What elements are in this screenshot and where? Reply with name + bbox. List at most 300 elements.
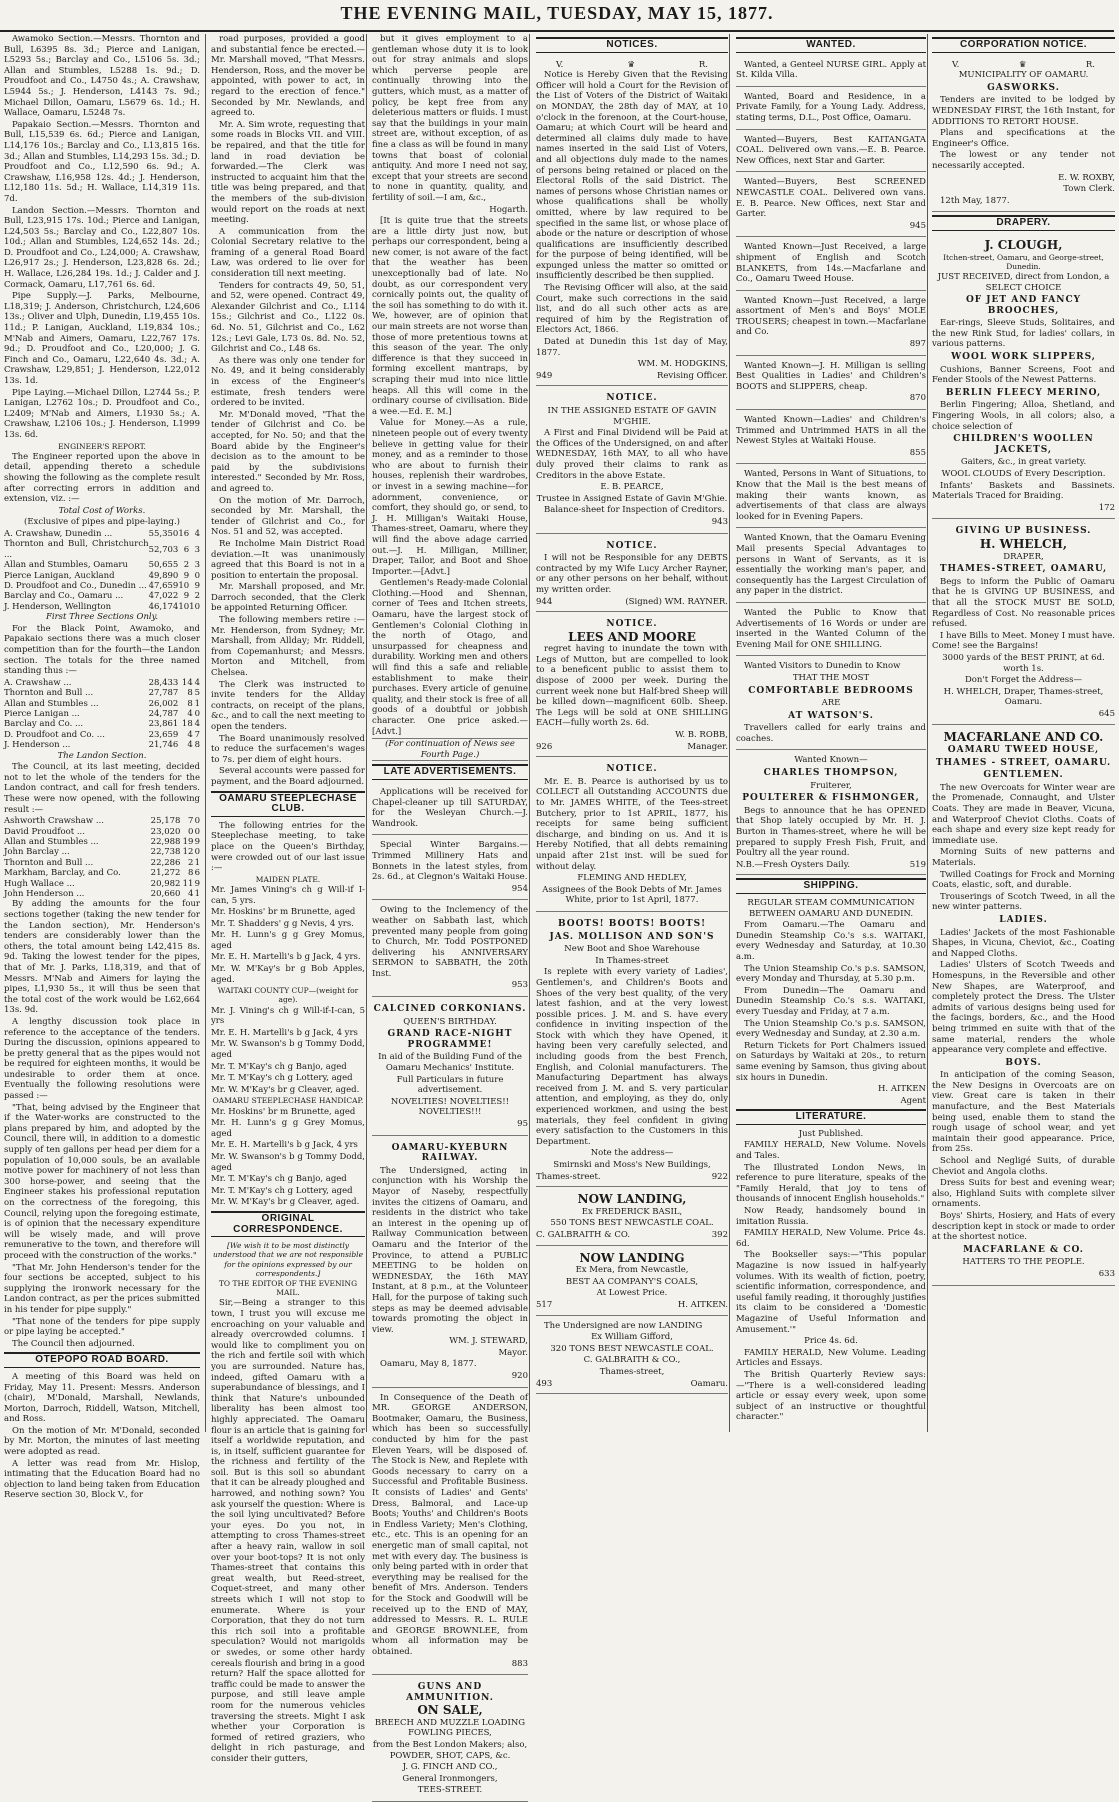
ad-title: BOOTS! BOOTS! BOOTS! xyxy=(557,918,707,929)
section-heading: CORPORATION NOTICE. xyxy=(932,37,1115,53)
signature: J. G. FINCH AND CO., xyxy=(402,1762,498,1773)
ad-text: The lowest or any tender not necessarily accepted. xyxy=(932,150,1115,171)
advertisement xyxy=(736,174,926,237)
paragraph: Pipe Supply.—J. Parks, Melbourne, L18,319; J. Anderson, Christchurch, L24,606 13s.; Oliver and Ulph, Dunedin, L19,455 10s. 11d.; P. Lanigan, Auckland, L19,834 10s.; M'Nab and Aimers, Oamaru, L22,767 17s. 9d.; D. Proudfoot and Co., L20,000; J. G. Finch and Co., Oamaru, L22,640 4s. 3d.; A. Crawshaw, L29,851; J. Henderson, L22,012 13s. 1d. xyxy=(4,291,200,386)
crown-icon: ♛ xyxy=(1018,59,1027,70)
ad-number: 519 xyxy=(909,859,926,870)
table-cell-name: Pierce Lanigan ... xyxy=(4,708,80,719)
ad-text: Oamaru. xyxy=(690,1378,728,1389)
table-cell-amount: 16 xyxy=(178,528,190,539)
advertisement xyxy=(536,1318,728,1395)
paragraph: road purposes, provided a good and substantial fence be erected.—Mr. Marshall moved, "That Messrs. Henderson, Ross, and the mover be appointed, with power to act, in regard to the erection of fence." Seconded by Mr. Newlands, and agreed to. xyxy=(211,34,366,119)
ad-title: NOW LANDING, xyxy=(577,1192,687,1207)
ad-text: The Union Steamship Co.'s p.s. SAMSON, every Monday and Thursday, at 5.30 p.m. xyxy=(736,963,926,985)
ad-text: regret having to inundate the town with Legs of Mutton, but are compelled to look to a beneficent public to assist them to dispose of 2000 per week. During the current week none but Half-bred Sheep will be killed down—magnificent 60lb. Sheep. The Legs will be sold at ONE SHILLING EACH—fully worth 2s. 6d. xyxy=(536,644,728,729)
table-cell-amount: 6 xyxy=(194,868,200,879)
ad-text: BEST AA COMPANY'S COALS, xyxy=(565,1276,699,1287)
table-cell-amount: 9 xyxy=(183,591,190,602)
tender-table-1 xyxy=(4,529,200,612)
table-cell-name: D. Proudfoot and Co. ... xyxy=(4,729,105,740)
ad-text: Wanted Known—J. H. Milligan is selling Best Qualities in Ladies' and Children's BOOTS and SLIPPERS, cheap. xyxy=(736,360,926,392)
ad-number: 855 xyxy=(909,447,926,458)
table-cell-name: Thornton and Bull ... xyxy=(4,857,94,868)
editorial-note: [We wish it to be most distinctly understood that we are not responsible for the opinions expressed by our correspondents.] xyxy=(212,1241,364,1278)
signature: Trustee in Assigned Estate of Gavin M'Ghie. xyxy=(536,493,728,504)
advertisement xyxy=(372,902,528,997)
ad-text: Applications will be received for Chapel-cleaner up till SATURDAY, for the Wesleyan Church.—J. Wandrook. xyxy=(372,786,528,829)
table-cell-amount: 7 xyxy=(194,729,200,740)
signature: Town Clerk. xyxy=(1063,184,1115,195)
ad-text: A First and Final Dividend will be Paid at the Offices of the Undersigned, on and after WEDNESDAY, 16th MAY, to all who have duly proved their claims to rank as Creditors in the above Estate. xyxy=(536,428,728,481)
ad-number: 645 xyxy=(1098,708,1115,719)
ad-text: In anticipation of the coming Season, the New Designs in Overcoats are on view. Great care is taken in their manufacture, and the Best Materials being used, enable them to stand the rough usage of school wear, and yet maintain their good appearance. Price, from 25s. xyxy=(932,1070,1115,1155)
entry-list xyxy=(211,1107,365,1208)
table-row xyxy=(4,539,200,560)
paragraph: Landon Section.—Messrs. Thornton and Bull, L23,915 17s. 10d.; Pierce and Lanigan, L24,503 5s.; Barclay and Co., L22,807 10s. 10d.; Allan and Stumbles, L24,652 14s. 2d.; D. Proudfoot and Co., L24,000; A. Crawshaw, L26,917 2s.; J. Henderson, L23,828 6s. 2d.; H. Wallace, L26,284 19s. 1d.; J. Calder and J. Cormack, Oamaru, L17,761 6s. 6d. xyxy=(4,205,200,290)
vr-emblem xyxy=(932,60,1115,71)
table-cell-amount: 28,433 xyxy=(148,677,179,688)
list-item: Mr. Hoskins' br m Brunette, aged xyxy=(211,907,356,918)
entry-list xyxy=(211,1006,365,1096)
advertisement xyxy=(736,57,926,87)
table-cell-amount: 9 xyxy=(194,580,200,591)
paragraph: "That none of the tenders for pipe supply or pipe laying be accepted." xyxy=(4,1316,200,1338)
paragraph: The Board unanimously resolved to reduce the surfacemen's wages to 7s. per diem of eight hours. xyxy=(211,733,365,765)
table-cell-amount: 22,286 xyxy=(150,857,181,868)
ad-number: 392 xyxy=(711,1229,728,1240)
table-cell-name: Thornton and Bull ... xyxy=(4,688,94,699)
ad-title: MACFARLANE & CO. xyxy=(963,1244,1084,1255)
tender-table-3 xyxy=(4,816,200,899)
ad-title: NOTICE. xyxy=(606,619,658,630)
ad-title: H. WHELCH, xyxy=(979,536,1068,551)
section-heading: NOTICES. xyxy=(536,37,728,53)
ad-text: Don't Forget the Address— xyxy=(964,675,1083,686)
section-heading: DRAPERY. xyxy=(932,215,1115,231)
ad-number: 953 xyxy=(511,980,528,991)
ad-text: In aid of the Building Fund of the Oamaru Mechanics' Institute. xyxy=(378,1052,522,1074)
paragraph: A communication from the Colonial Secretary relative to the framing of a general Road Board Law, was ordered to lie over for consideration till next meeting. xyxy=(211,226,365,280)
vr-letter: V. xyxy=(556,59,564,70)
ad-text: 3000 yards of the BEST PRINT, at 6d. worth 1s. xyxy=(942,652,1105,674)
ad-text: Price 4s. 6d. xyxy=(804,1336,858,1347)
ad-text: From Oamaru.—The Oamaru and Dunedin Steamship Co.'s s.s. WAITAKI, every Wednesday and Saturday, at 10.30 a.m. xyxy=(736,920,926,962)
ad-text: The Undersigned are now LANDING xyxy=(544,1320,703,1331)
ad-title: NOTICE. xyxy=(606,393,658,404)
ad-text: Infants' Baskets and Bassinets. Materials Traced for Braiding. xyxy=(932,480,1115,502)
table-cell-amount: 21,272 xyxy=(150,868,181,879)
list-item: Mr. H. Lunn's g g Grey Momus, aged xyxy=(211,930,365,951)
ad-number: 517 xyxy=(536,1299,553,1310)
subheading: Total Cost of Works. xyxy=(58,505,146,516)
table-cell-amount: 14 xyxy=(181,677,193,688)
advertisement xyxy=(536,388,728,533)
ad-title: NOTICE. xyxy=(606,764,658,775)
section-heading: ORIGINAL CORRESPONDENCE. xyxy=(211,1211,365,1237)
signature: FLEMING AND HEDLEY, xyxy=(577,873,687,884)
ad-text: Notice is Hereby Given that the Revising Officer will hold a Court for the Revision of the List of Voters of the District of Waitaki on MONDAY, the 28th day of MAY, at 10 o'clock in the forenoon, at the Court-house, Oamaru; at which Court will be heard and determined all claims duly made to have names inserted in the said List of Voters, and all objections duly made to the names of persons being retained or placed on the Electoral Rolls of the said District. The names of persons whose Christian names or whose qualifications shall be wholly omitted, where by law required to be specified in the same list, or whose place of abode or the nature or description of whose qualifications are insufficiently described for the purpose of being identified, will be expunged unless the matter so omitted or insufficiently described be then supplied. xyxy=(536,70,728,282)
ad-text: The Bookseller says:—"This popular Magazine is now issued in half-yearly volumes. With its wealth of fiction, poetry, scientific information, correspondence, and useful family reading, it thoroughly justifies its claim to be considered a 'Domestic Magazine of Useful Information and Amusement.'" xyxy=(736,1250,926,1335)
paragraph: Pipe Laying.—Michael Dillon, L2744 5s.; P. Lanigan, L2762 10s.; D. Proudfoot and Co., L2409; M'Nab and Aimers, L1930 5s.; A. Crawshaw, L2106 10s.; J. Henderson, L1999 13s. 6d. xyxy=(4,387,200,440)
column-3 xyxy=(366,34,533,1796)
ad-text: HATTERS TO THE PEOPLE. xyxy=(962,1257,1085,1268)
ad-number: 922 xyxy=(711,1171,728,1182)
ad-text: Wanted, Board and Residence, in a Private Family, for a Young Lady. Address, stating terms, D.L., Post Office, Oamaru. xyxy=(736,91,926,123)
column-1 xyxy=(0,34,204,1501)
ad-text: Wanted—Buyers, Best KAITANGATA COAL. Delivered own vans.—E. B. Pearce. New Offices, next Star and Garter. xyxy=(736,134,926,166)
table-cell-name: Allan and Stumbles ... xyxy=(4,836,99,847)
table-row xyxy=(4,581,200,591)
ad-text: Mr. E. B. Pearce is authorised by us to COLLECT all Outstanding ACCOUNTS due to Mr. JAMES WHITE, of the Tees-street Butchery, prior to 1st APRIL, 1877, his receipts for same being sufficient discharge, and binding on us. And it is Hereby Notified, that all debts remaining unpaid after 21st inst. will be sued for without delay. xyxy=(536,776,728,872)
table-cell-amount: 20,660 xyxy=(150,888,181,899)
ad-title: GIVING UP BUSINESS. xyxy=(955,526,1092,537)
table-cell-amount: 21,746 xyxy=(148,740,179,751)
ad-text: At Lowest Price. xyxy=(596,1288,668,1299)
subheading: First Three Sections Only. xyxy=(45,612,159,623)
paragraph: Tenders for contracts 49, 50, 51, and 52, were opened. Contract 49, Alexander Gilchrist and Co., L114 15s.; Gilchrist and Co., L122 0s. 6d. No. 51, Gilchrist and Co., L62 12s.; Levi Gale, L73 0s. 8d. No. 52, Gilchrist and Co., L48 6s. xyxy=(211,280,365,355)
paragraph: The Clerk was instructed to invite tenders for the Allday contracts, on receipt of the plans, &c., and to call the next meeting to open the tenders. xyxy=(211,679,365,732)
ad-title: BOYS. xyxy=(1005,1057,1042,1068)
table-cell-amount: 20,982 xyxy=(150,878,181,889)
ad-text: The Revising Officer will also, at the said Court, make such corrections in the said list, and do all such other acts as are required of him by the Registration of Electors Act, 1866. xyxy=(536,283,728,336)
ad-text: Is replete with every variety of Ladies', Gentlemen's, and Children's Boots and Shoes of the very best quality, of the very latest fashion, and at the very lowest possible prices. J. M. and S. have every confidence in inviting inspection of the Stock with which they have Opened, it having been very carefully selected, and including goods from the best French, English, and Colonial manufacturers. The Manufacturing Department has always received from J. M. and S. very particular attention, and employing, as they do, only experienced workmen, and using the best materials, they feel confident in giving every satisfaction to the Customers in this Department. xyxy=(536,967,728,1147)
ad-number: 883 xyxy=(511,1658,528,1669)
table-row xyxy=(4,730,200,740)
ad-text: Owing to the Inclemency of the weather on Sabbath last, which prevented many people from going to Church, Mr. Todd POSTPONED delivering his ANNIVERSARY SERMON to SABBATH, the 20th Inst. xyxy=(372,905,528,979)
table-cell-amount: 2 xyxy=(188,857,194,868)
paragraph: "That Mr. John Henderson's tender for the four sections be accepted, subject to his supplying the ironwork necessary for the Landon contract, as per the prices submitted in his tender for pipe supply." xyxy=(4,1262,200,1315)
paragraph: For the Black Point, Awamoko, and Papakaio sections there was a much closer competition than for the fourth—the Landon section. The totals for the three named standing thus :— xyxy=(4,623,200,677)
signature: General Ironmongers, xyxy=(402,1773,498,1784)
advertisement xyxy=(736,466,926,528)
signature: (Signed) WM. RAYNER. xyxy=(625,596,728,607)
ad-text: I have Bills to Meet. Money I must have. Come! see the Bargains! xyxy=(932,630,1115,652)
ad-text: THAT THE MOST xyxy=(792,672,870,683)
table-cell-amount: 0 xyxy=(188,826,194,837)
table-row xyxy=(4,847,200,857)
table-cell-amount: 11 xyxy=(182,878,194,889)
ad-text: The Union Steamship Co.'s p.s. SAMSON, every Wednesday and Sunday, at 2.30 a.m. xyxy=(736,1018,926,1040)
table-row xyxy=(4,889,200,899)
table-cell-amount: 23,861 xyxy=(148,719,179,730)
ad-text: Ex Mera, from Newcastle, xyxy=(575,1265,689,1276)
table-cell-amount: 50,655 xyxy=(148,560,179,571)
ad-title: OF JET AND FANCY BROOCHES, xyxy=(965,295,1082,316)
signature: Agent xyxy=(900,1095,926,1106)
column-2 xyxy=(205,34,370,1764)
ad-title: ON SALE, xyxy=(417,1703,483,1718)
paragraph: The following members retire :—Mr. Henderson, from Sydney; Mr. Marshall, from Allday; Mr. Riddell, from Copemanhurst; and Messrs. Morton and Mitchell, from Chelsea. xyxy=(211,615,365,679)
ad-title: LADIES. xyxy=(999,914,1048,925)
table-cell-amount: 3 xyxy=(194,560,200,571)
table-cell-amount: 2 xyxy=(183,560,190,571)
ad-text: REGULAR STEAM COMMUNICATION BETWEEN OAMARU AND DUNEDIN. xyxy=(747,898,915,919)
list-item: Mr. T. M'Kay's ch g Banjo, aged xyxy=(211,1174,347,1185)
table-cell-amount: 7 xyxy=(188,816,194,827)
list-item: Mr. James Vining's ch g Will-if I-can, 5 yrs. xyxy=(211,884,365,906)
vr-emblem xyxy=(536,60,728,71)
ad-title: THAMES - STREET, OAMARU. xyxy=(935,757,1112,768)
ad-title: GENTLEMEN. xyxy=(983,770,1064,781)
paragraph: [It is quite true that the streets are a little dirty just now, but perhaps our correspondent, being a new comer, is not aware of the fact that the weather has been unexceptionally bad of late. No doubt, as our correspondent very cornically points out, the quality of the soil has something to do with it. We, however, are of opinion that our main streets are not worse than those of more pretentious towns at this season of the year. The only difference is that they succeed in forming excellent mantraps, by scraping their mud into nice little heaps. All this will come in the ordinary course of civilisation. Bide a wee.—Ed. E. M.] xyxy=(372,216,528,417)
signature: H. AITKEN xyxy=(878,1084,926,1095)
ad-text: Oamaru, May 8, 1877. xyxy=(380,1359,477,1370)
paragraph: Papakaio Section.—Messrs. Thornton and Bull, L15,539 6s. 6d.; Pierce and Lanigan, L14,176 10s.; Barclay and Co., L13,815 16s. 3d.; Allan and Stumbles, L14,293 15s. 3d.; D. Proudfoot and Co., L12,590 6s. 9d.; A. Crawshaw, L16,958 12s. 4d.; J. Henderson, L12,180 11s. 5d.; H. Wallace, L14,319 11s. 7d. xyxy=(4,119,200,204)
table-cell-name: John Barclay ... xyxy=(4,847,70,858)
advertisement xyxy=(736,293,926,356)
ad-text: Thames-street, xyxy=(599,1366,665,1377)
ad-title: POULTERER & FISHMONGER, xyxy=(742,793,920,804)
ad-text: N.B.—Fresh Oysters Daily. xyxy=(736,859,850,870)
ad-text: Balance-sheet for Inspection of Creditors. xyxy=(544,505,725,516)
table-row xyxy=(4,879,200,889)
table-cell-name: A. Crawshaw ... xyxy=(4,677,72,688)
advertisement xyxy=(736,89,926,130)
paragraph: Mr. A. Sim wrote, requesting that some roads in Blocks VII. and VIII. be repaired, and that the title for land in road deviation be forwarded.—The Clerk was instructed to acquaint him that the title was being prepared, and that the members of the sub-division would report on the roads at next meeting. xyxy=(211,119,365,226)
ad-text: Full Particulars in future advertisement. xyxy=(396,1074,504,1096)
ad-title: AT WATSON'S. xyxy=(788,710,874,721)
table-row xyxy=(4,699,200,709)
table-cell-name: Pierce Lanigan, Auckland xyxy=(4,570,115,581)
ad-text: Just Published. xyxy=(798,1128,864,1139)
entry-list xyxy=(211,885,365,985)
signature: Hogarth. xyxy=(489,204,528,215)
list-item: Mr. Hoskins' br m Brunette, aged xyxy=(211,1106,356,1117)
list-item: Mr. T. M'Kay's ch g Banjo, aged xyxy=(211,1061,347,1072)
signature: H. AITKEN. xyxy=(677,1299,728,1310)
table-cell-amount: 8 xyxy=(187,698,193,709)
ad-text: The new Overcoats for Winter wear are the Promenade, Connaught, and Ulster Coats. They are made in Beaver, Vicuna, and Waterproof Cheviot Cloths. Coats of each shape and every size kept ready for immediate use. xyxy=(932,782,1115,846)
subheading: The Landon Section. xyxy=(57,750,147,761)
ad-text: I will not be Responsible for any DEBTS contracted by my Wife Lucy Archer Rayner, or any other persons on her behalf, without my written order. xyxy=(536,553,728,595)
ad-text: H. WHELCH, Draper, Thames-street, Oamaru. xyxy=(943,686,1104,708)
paragraph: but it gives employment to a gentleman whose duty it is to look out for stray animals and slops which perverse people are continually throwing into the gutters, which must, as a matter of policy, be kept free from any deleterious matters or fluids. I must say that the buildings in your main street are, without exception, of as fine a class as will be found in many towns that boast of colonial antiquity. And more I need not say, except that your streets are second to none in quantity, quality, and fertility of soil.—I am, &c., xyxy=(372,34,528,203)
ad-number: 920 xyxy=(511,1371,528,1382)
list-item: Mr. J. Vining's ch g Will-if-I-can, 5 yrs xyxy=(211,1005,365,1027)
table-row xyxy=(4,678,200,688)
ad-text: Ex William Gifford, xyxy=(591,1332,673,1343)
ad-title: JAS. MOLLISON AND SON'S xyxy=(549,931,715,942)
ad-text: QUEEN'S BIRTHDAY. xyxy=(403,1016,497,1027)
column-6 xyxy=(927,34,1119,1432)
ad-text: Morning Suits of new patterns and Materials. xyxy=(932,847,1115,868)
ad-text: Wanted Known, that the Oamaru Evening Mail presents Special Advantages to persons in Want of Servants, as it is essentially the working man's paper, and consequently has the Largest Circulation of any paper in the district. xyxy=(736,533,926,597)
paragraph: Gentlemen's Ready-made Colonial Clothing.—Hood and Shennan, corner of Tees and Itchen streets, Oamaru, have the largest stock of Gentlemen's Colonial Clothing in the north of Otago, and unsurpassed for cheapness and durability. Working men and others will find this a safe and reliable establishment to make their purchases. Every article of genuine quality, and their stock is free of all goods of a doubtful or jobbish character. One price asked.—[Advt.] xyxy=(372,578,528,737)
table-cell-amount: 0 xyxy=(194,826,200,837)
ad-text: Travellers called for early trains and coaches. xyxy=(736,723,926,744)
table-cell-amount: 5 xyxy=(194,688,200,699)
ad-text: Smirnski and Moss's New Buildings, xyxy=(553,1160,711,1170)
vr-letter: R. xyxy=(1085,59,1095,70)
paragraph: Value for Money.—As a rule, nineteen people out of every twenty believe in getting value for their money, and as a reminder to those who are about to furnish their houses, replenish their wardrobes, or invest in a sewing machine—for adornment, convenience, or comfort, they should go, or send, to J. H. Milligan's Waitaki House, Thames-street, Oamaru, where they will find the above adage carried out.—J. H. Milligan, Milliner, Draper, Tailor, and Boot and Shoe Importer.—[Advt.] xyxy=(372,418,528,577)
ad-text: Cushions, Banner Screens, Foot and Fender Stools of the Newest Patterns. xyxy=(932,364,1115,386)
ad-number: 172 xyxy=(1098,502,1115,513)
ad-text: Special Winter Bargains.—Trimmed Millinery Hats and Bonnets in the latest styles, from 2s. 6d., at Clegnon's Waitaki House. xyxy=(372,840,528,883)
ad-text: The British Quarterly Review says:—"There is a well-considered leading article or essay every week, upon some subject of an instructive or thoughtful character." xyxy=(736,1369,926,1423)
ad-text: 550 TONS BEST NEWCASTLE COAL. xyxy=(550,1218,714,1229)
table-cell-amount: 1 xyxy=(194,857,200,868)
signature: E. B. PEARCE, xyxy=(600,482,664,493)
advertisement xyxy=(736,239,926,290)
list-item: Mr. E. H. Martelli's b g Jack, 4 yrs xyxy=(211,1027,358,1038)
ad-number: 95 xyxy=(517,1119,528,1129)
table-cell-amount: 47,022 xyxy=(148,591,179,602)
table-cell-amount: 4 xyxy=(187,708,193,719)
table-cell-amount: 26,002 xyxy=(148,698,179,709)
table-cell-name: John Henderson ... xyxy=(4,888,85,899)
table-cell-amount: 1 xyxy=(194,888,200,899)
table-cell-amount: 8 xyxy=(187,688,193,699)
ad-title: J. CLOUGH, xyxy=(984,237,1063,252)
ad-title: COMFORTABLE BEDROOMS xyxy=(748,685,914,696)
ad-text: Begs to announce that he has OPENED that Shop lately occupied by Mr. H. J. Burton in Thames-street, where he will be prepared to supply Fresh Fish, Fruit, and Poultry all the year round. xyxy=(736,805,926,859)
ad-text: Begs to inform the Public of Oamaru that he is GIVING UP BUSINESS, and that all the STOCK MUST BE SOLD, Regardless of Cost. No reasonable prices refused. xyxy=(932,576,1115,630)
table-cell-amount: 12 xyxy=(182,847,194,858)
table-row xyxy=(4,858,200,868)
signature: W. B. ROBB, xyxy=(675,730,728,741)
ad-text: Trouserings of Scotch Tweed, in all the new winter patterns. xyxy=(932,891,1115,913)
table-cell-amount: 2 xyxy=(194,591,200,602)
table-row xyxy=(4,719,200,729)
ad-text: FAMILY HERALD, New Volume. Leading Articles and Essays. xyxy=(736,1347,926,1369)
table-row xyxy=(4,709,200,719)
continuation-note: (For continuation of News see Fourth Page.) xyxy=(372,738,528,761)
table-row xyxy=(4,602,200,612)
ad-number: 944 xyxy=(536,596,553,607)
ad-text: Now Ready, handsomely bound in imitation Russia. xyxy=(736,1206,926,1227)
ad-text: IN THE ASSIGNED ESTATE OF GAVIN M'GHIE. xyxy=(547,406,717,427)
advertisement xyxy=(736,358,926,410)
section-heading: OTEPOPO ROAD BOARD. xyxy=(4,1352,200,1368)
paragraph: By adding the amounts for the four sections together (taking the new tender for the Landon section), Mr. Henderson's tenders are considerably lower than the others, the total amount being L42,415 8s. 9d. Taking the lowest tender for the pipes, that of Mr. J. Parks, L18,319, and that of Messrs. M'Nab and Aimers for laying the pipes, L1,930 5s., it will thus be seen that the total cost of the work would be L62,664 13s. 9d. xyxy=(4,899,200,1016)
paragraph: On the motion of Mr. Darroch, seconded by Mr. Marshall, the tender of Gilchrist and Co., for Nos. 51 and 52, was accepted. xyxy=(211,495,365,538)
ad-title: GUNS AND AMMUNITION. xyxy=(406,1682,494,1703)
ad-text: FAMILY HERALD, New Volume. Novels and Tales. xyxy=(736,1140,926,1162)
ad-text: JUST RECEIVED, direct from London, a SELECT CHOICE xyxy=(937,271,1110,293)
table-cell-name: David Proudfoot ... xyxy=(4,826,85,837)
ad-text: The Undersigned, acting in conjunction with his Worship the Mayor of Naseby, respectfully invites the citizens of Oamaru, and residents in the district who take an interest in the opening up of Railway Communication between Oamaru and the Interior of the Province, to attend a PUBLIC MEETING to be holden on WEDNESDAY, the 16th MAY Instant, at 8 p.m., at the Volunteer Hall, for the purpose of taking such steps as may be deemed advisable towards promoting the object in view. xyxy=(372,1165,528,1335)
ad-number: 493 xyxy=(536,1378,553,1389)
advertisement xyxy=(536,536,728,613)
ad-footer xyxy=(536,1230,728,1241)
advertisement xyxy=(372,999,528,1136)
ad-text: From Dunedin—The Oamaru and Dunedin Steamship Co.'s s.s. WAITAKI, every Tuesday and Friday, at 7 a.m. xyxy=(736,985,926,1017)
ad-title: CALCINED CORKONIANS. xyxy=(373,1004,527,1015)
ad-text: Ladies' Jackets of the most Fashionable Shapes, in Vicuna, Cheviot, &c., Coating and Napped Cloths. xyxy=(932,927,1115,959)
list-item: Mr. W. M'Kay's br g Cleaver, aged. xyxy=(211,1084,360,1095)
advertisement xyxy=(536,914,728,1187)
table-cell-name: D. Proudfoot and Co., Dunedin ... xyxy=(4,580,147,591)
table-cell-amount: 9 xyxy=(183,570,190,581)
list-item: Mr. H. Lunn's g g Grey Momus, aged xyxy=(211,1118,365,1139)
table-cell-amount: 46,174 xyxy=(148,601,179,612)
advertisement xyxy=(736,412,926,464)
table-cell-amount: 52,703 xyxy=(148,544,179,555)
ad-number: 945 xyxy=(909,220,926,231)
table-cell-amount: 25,178 xyxy=(150,816,181,827)
list-item: Mr. T. M'Kay's ch g Lottery, aged xyxy=(211,1185,353,1196)
ad-footer xyxy=(536,371,728,382)
advertisement xyxy=(736,605,926,656)
ad-text: MUNICIPALITY OF OAMARU. xyxy=(958,70,1089,81)
signature: TEES-STREET. xyxy=(417,1785,483,1796)
advertisement xyxy=(932,235,1115,519)
ad-footer xyxy=(536,1300,728,1311)
ad-text: Plans and specifications at the Engineer's Office. xyxy=(932,128,1115,149)
signature: WM. J. STEWARD, xyxy=(449,1336,528,1347)
ad-number: 943 xyxy=(711,516,728,527)
table-cell-amount: 10 xyxy=(178,580,190,591)
table-cell-amount: 23,020 xyxy=(150,826,181,837)
table-row xyxy=(4,827,200,837)
list-item: Mr. T. M'Kay's ch g Lottery, aged xyxy=(211,1073,353,1084)
table-cell-amount: 49,890 xyxy=(148,570,179,581)
ad-number: 870 xyxy=(909,393,926,404)
ad-title: NOW LANDING xyxy=(579,1250,685,1265)
table-cell-amount: 8 xyxy=(194,740,200,751)
signature: Manager. xyxy=(687,741,728,752)
table-cell-amount: 10 xyxy=(189,601,200,612)
ad-text: Itchen-street, Oamaru, and George-street, Dunedin. xyxy=(943,252,1104,271)
table-cell-amount: 3 xyxy=(194,544,200,555)
signature: E. W. ROXBY, xyxy=(1058,172,1115,183)
ad-footer xyxy=(736,860,926,871)
advertisement xyxy=(736,530,926,603)
table-cell-amount: 0 xyxy=(194,847,200,858)
ad-text: Berlin Fingering; Alloa, Shetland, and Fingering Wools, in all colors; also, a choice selection of xyxy=(932,400,1115,432)
ad-text: Wanted Known— xyxy=(794,755,868,766)
column-5 xyxy=(729,34,932,1432)
table-cell-amount: 9 xyxy=(194,878,200,889)
signature: C. GALBRAITH & CO. xyxy=(536,1229,631,1240)
ad-text: NOVELTIES! NOVELTIES!! NOVELTIES!!! xyxy=(390,1096,510,1118)
ad-text: The Illustrated London News, in reference to pure literature, speaks of the "Family Herald, that joy to tens of thousands of innocent English households." xyxy=(736,1162,926,1205)
ad-text: Thames-street. xyxy=(536,1171,601,1182)
list-item: Mr. E. H. Martelli's b g Jack, 4 yrs. xyxy=(211,952,361,963)
signature: C. GALBRAITH & CO., xyxy=(583,1355,681,1366)
list-item: Mr. W. Swanson's b g Tommy Dodd, aged xyxy=(211,1039,365,1061)
paragraph: The Council then adjourned. xyxy=(12,1338,135,1349)
masthead: THE EVENING MAIL, TUESDAY, MAY 15, 1877. xyxy=(340,3,774,23)
subheading: WAITAKI COUNTY CUP—(weight for age). xyxy=(217,986,359,1005)
paragraph: Awamoko Section.—Messrs. Thornton and Bull, L6395 8s. 3d.; Pierce and Lanigan, L5293 5s.; Barclay and Co., L5106 5s. 3d.; Allan and Stumbles, L5288 1s. 9d.; D. Proudfoot and Co., L4750 4s.; A. Crawshaw, L5944 5s.; J. Henderson, L4143 7s. 9d.; Michael Dillon, Oamaru, L5679 6s. 1d.; H. Wallace, Oamaru, L5248 7s. xyxy=(4,34,200,119)
paragraph: Mr. M'Donald moved, "That the tender of Gilchrist and Co. be accepted, for No. 50; and that the Board abide by the Engineer's decision as to the amount to be paid by the subdivisions interested." Seconded by Mr. Ross, and agreed to. xyxy=(211,409,365,494)
advertisement xyxy=(372,1677,528,1802)
table-cell-name: Allan and Stumbles ... xyxy=(4,698,99,709)
ad-title: OAMARU-KYEBURN RAILWAY. xyxy=(391,1142,509,1164)
table-cell-amount: 4 xyxy=(194,528,200,539)
paragraph: Re Incholme Main District Road deviation.—It was unanimously agreed that this Board is not in a position to entertain the proposal. xyxy=(211,538,365,581)
table-row xyxy=(4,571,200,581)
table-cell-name: Barclay and Co. ... xyxy=(4,719,84,730)
ad-text: New Boot and Shoe Warehouse xyxy=(564,944,700,955)
vr-letter: V. xyxy=(952,59,960,70)
table-cell-amount: 22,988 xyxy=(150,836,181,847)
ad-text: Wanted—Buyers, Best SCREENED NEWCASTLE COAL. Delivered own vans. E. B. Pearce. New Offices, next Star and Garter. xyxy=(736,177,926,220)
table-cell-amount: 18 xyxy=(181,719,193,730)
ad-title: MACFARLANE AND CO. xyxy=(943,730,1104,745)
table-cell-amount: 22,738 xyxy=(150,847,181,858)
ad-title: OAMARU TWEED HOUSE, xyxy=(947,745,1100,756)
advertisement xyxy=(372,784,528,835)
vr-letter: R. xyxy=(698,59,708,70)
advertisement xyxy=(932,727,1115,1285)
tender-table-2 xyxy=(4,678,200,751)
paragraph: Several accounts were passed for payment, and the Board adjourned. xyxy=(211,766,365,787)
table-cell-name: J. Henderson, Wellington xyxy=(4,601,112,612)
table-cell-name: Thornton and Bull, Christchurch ... xyxy=(4,539,149,560)
table-row xyxy=(4,560,200,570)
